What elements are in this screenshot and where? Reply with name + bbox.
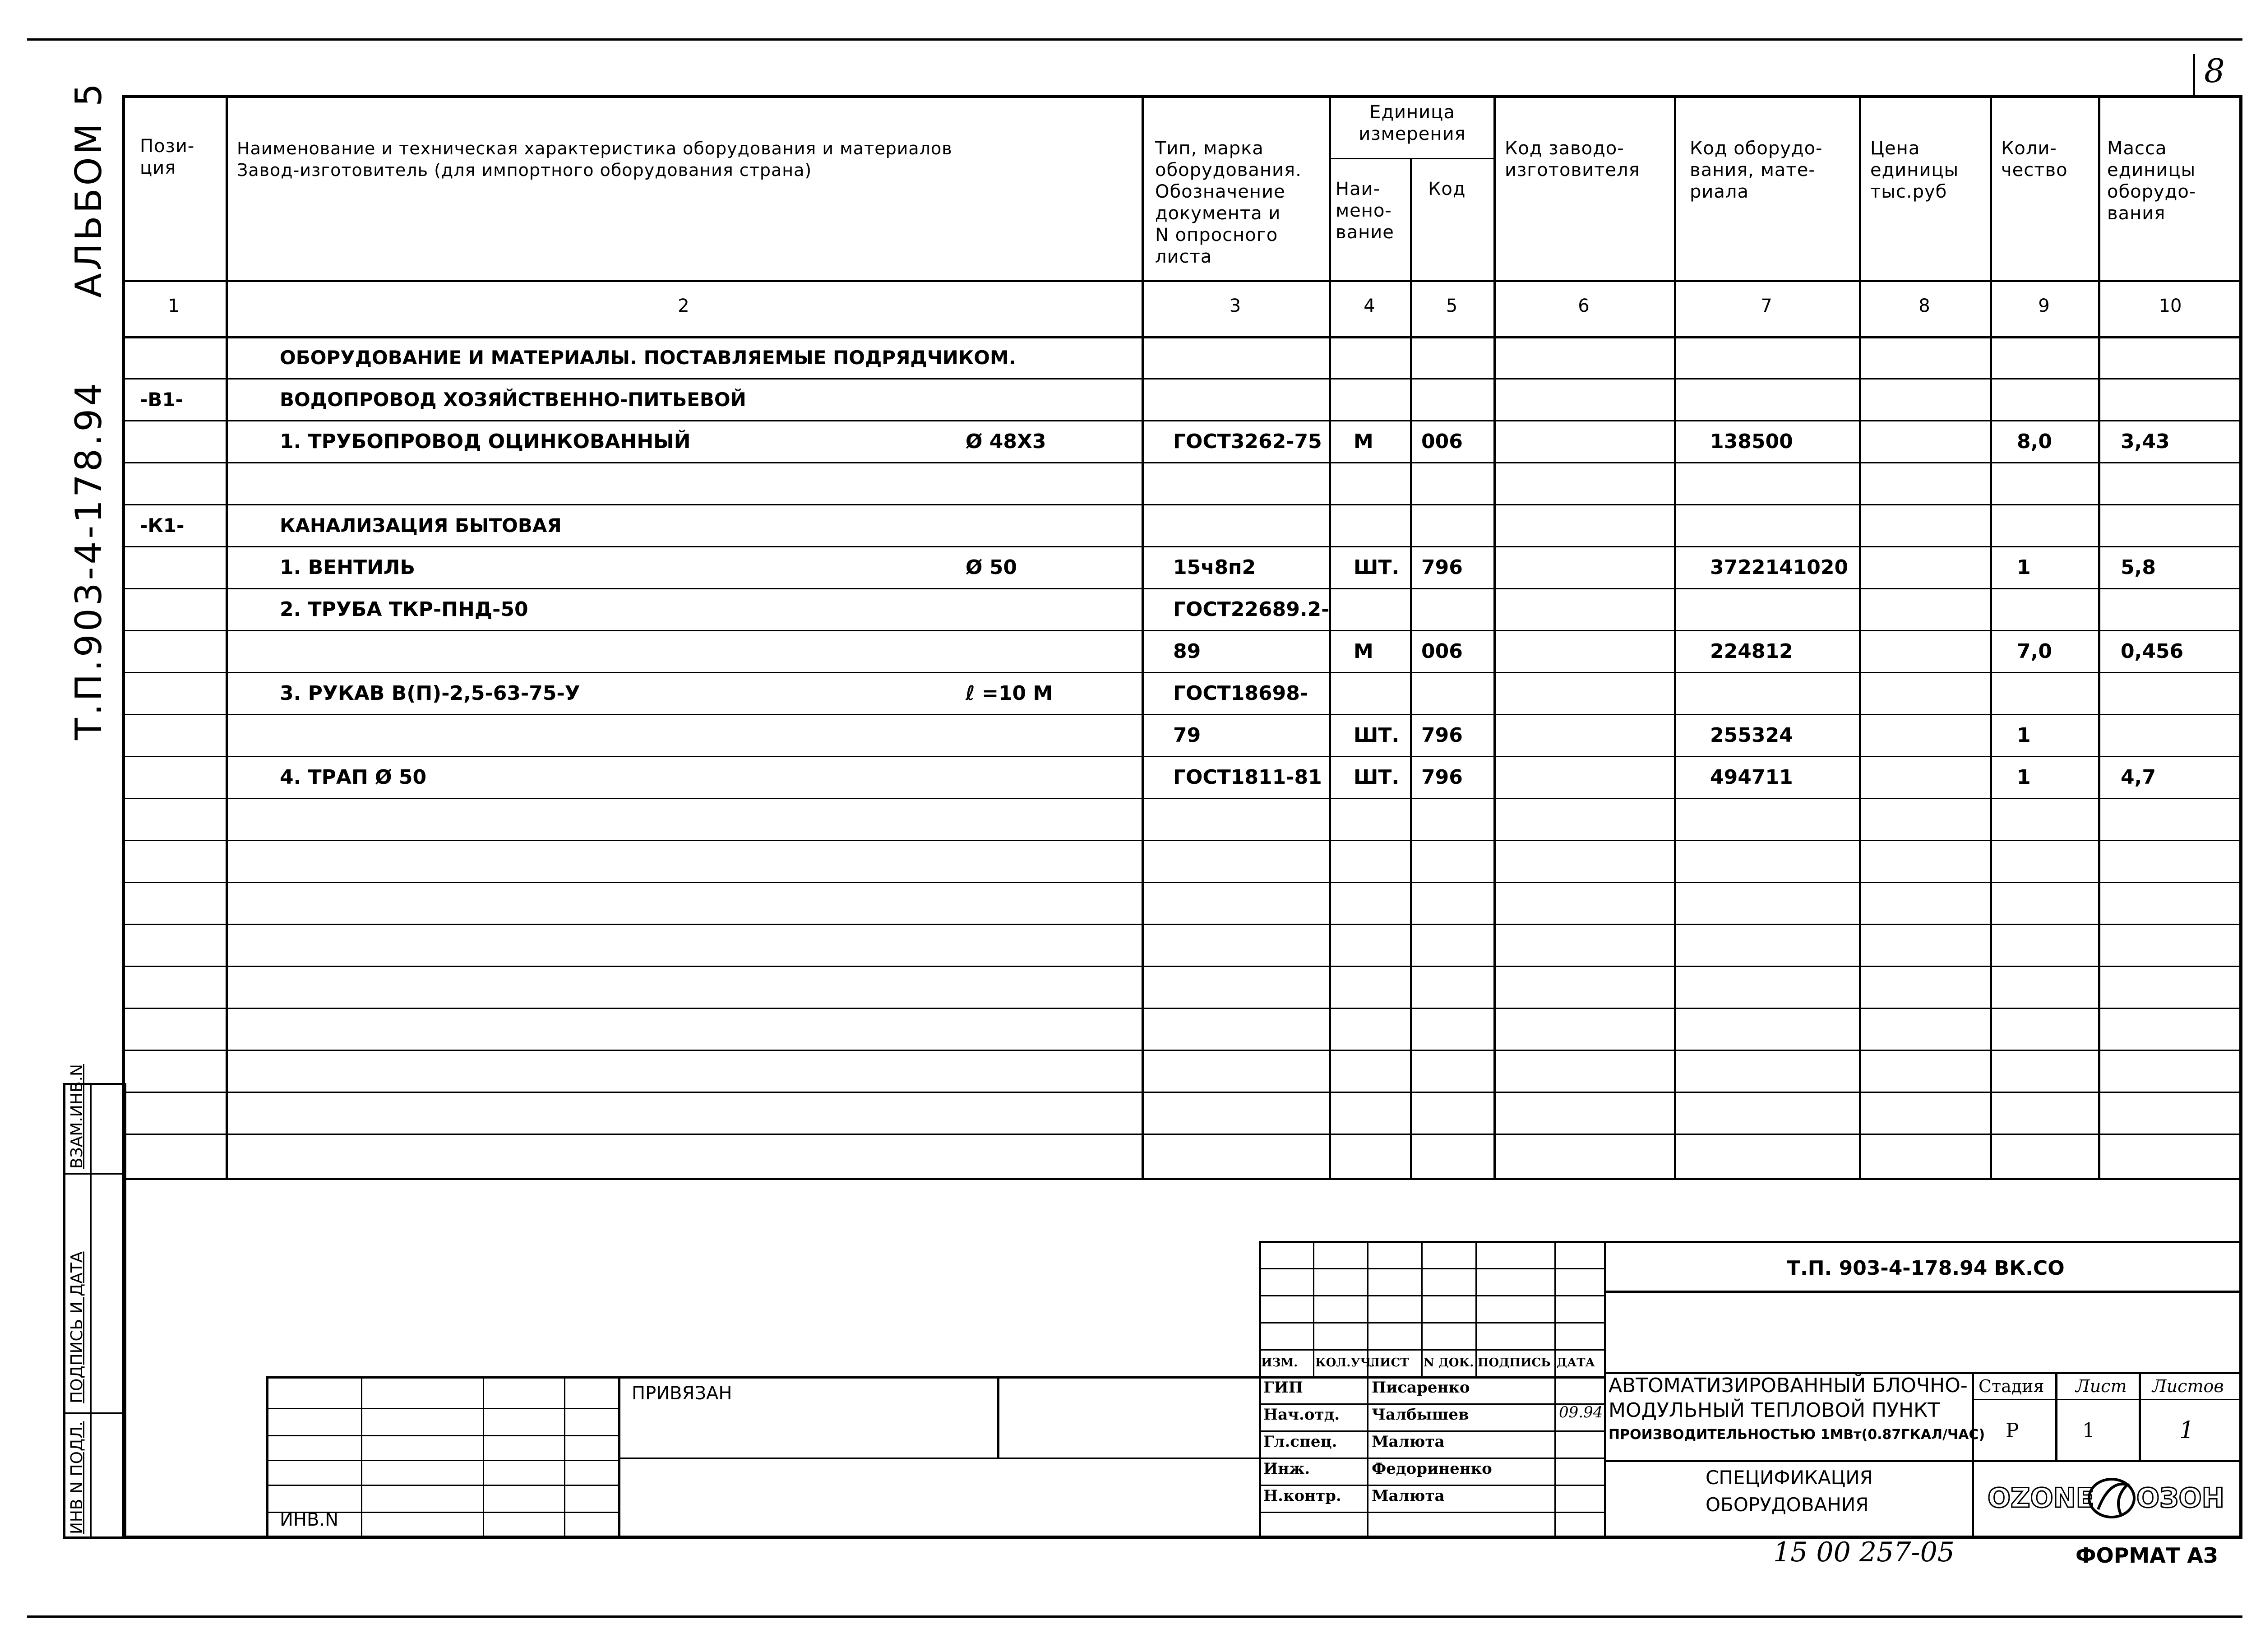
cell-unit: ШТ. xyxy=(1354,766,1400,789)
row-line xyxy=(122,714,2242,715)
sheet-title-line1: СПЕЦИФИКАЦИЯ xyxy=(1706,1467,1873,1489)
cell-type: 89 xyxy=(1173,640,1201,663)
col-line xyxy=(1493,95,1496,1178)
row-line xyxy=(122,756,2242,757)
bound-line xyxy=(266,1460,618,1461)
role-label: ГИП xyxy=(1263,1379,1303,1397)
bound-divider xyxy=(997,1376,999,1458)
rev-row-line xyxy=(1259,1349,1604,1351)
row-line xyxy=(122,840,2242,841)
cell-mass: 3,43 xyxy=(2121,430,2170,453)
row-line xyxy=(122,588,2242,589)
cell-name: 2. ТРУБА ТКР-ПНД-50 xyxy=(280,598,528,621)
row-line xyxy=(122,378,2242,379)
stamp-replace-label: ВЗАМ.ИНВ.N xyxy=(68,1064,86,1169)
rev-header: ИЗМ. xyxy=(1261,1356,1298,1370)
bound-label: ПРИВЯЗАН xyxy=(632,1383,732,1404)
rev-header: N ДОК. xyxy=(1424,1356,1474,1370)
cell-unit: ШТ. xyxy=(1354,556,1400,579)
rev-row-line xyxy=(1259,1268,1604,1269)
object-title-line1: АВТОМАТИЗИРОВАННЫЙ БЛОЧНО- xyxy=(1609,1374,1968,1397)
sign-date: 09.94 xyxy=(1559,1403,1603,1421)
col-number: 7 xyxy=(1761,296,1772,316)
sheets-value: 1 xyxy=(2179,1417,2195,1444)
cell-mass: 4,7 xyxy=(2121,766,2156,789)
row-line xyxy=(122,1134,2242,1135)
format-label: ФОРМАТ АЗ xyxy=(2076,1543,2218,1568)
col-line xyxy=(1142,95,1144,1178)
row-line xyxy=(122,1008,2242,1009)
bound-divider xyxy=(483,1376,484,1539)
role-person: Чалбышев xyxy=(1372,1406,1469,1424)
col-header-quantity: Коли- чество xyxy=(2001,138,2068,180)
role-person: Малюта xyxy=(1372,1487,1445,1505)
cell-unit-code: 006 xyxy=(1421,640,1463,663)
side-stamp-line xyxy=(63,1173,126,1175)
bottom-border-line xyxy=(27,1615,2242,1618)
cell-quantity: 7,0 xyxy=(2017,640,2052,663)
rev-row-line xyxy=(1259,1430,1604,1432)
row-line xyxy=(122,420,2242,421)
cell-unit-code: 796 xyxy=(1421,766,1463,789)
col-number: 9 xyxy=(2038,296,2050,316)
cell-type: 15ч8п2 xyxy=(1173,556,1256,579)
cell-name: 3. РУКАВ В(П)-2,5-63-75-У xyxy=(280,682,580,705)
ozone-logo xyxy=(1983,1471,2236,1525)
sheet-number: 8 xyxy=(2204,52,2225,90)
title-block-divider xyxy=(2139,1372,2141,1460)
rev-header: ДАТА xyxy=(1557,1356,1595,1370)
role-person: Писаренко xyxy=(1372,1379,1470,1397)
cell-mass: 0,456 xyxy=(2121,640,2184,663)
title-block-divider xyxy=(1604,1241,1606,1539)
rev-header: ЛИСТ xyxy=(1369,1356,1409,1370)
rev-row-line xyxy=(1259,1403,1604,1405)
svg-text:ОЗОН: ОЗОН xyxy=(2136,1482,2224,1514)
bound-line xyxy=(266,1408,618,1409)
object-title-line2: МОДУЛЬНЫЙ ТЕПЛОВОЙ ПУНКТ xyxy=(1609,1399,1940,1422)
sheet-number-divider xyxy=(2193,54,2195,97)
rev-col-line xyxy=(1367,1241,1368,1539)
rev-header: КОЛ.УЧ. xyxy=(1315,1356,1375,1370)
col-line xyxy=(1674,95,1676,1178)
cell-spec: Ø 48Х3 xyxy=(966,430,1046,453)
col-number: 10 xyxy=(2159,296,2182,316)
cell-position: -В1- xyxy=(140,389,184,411)
rev-row-line xyxy=(1259,1512,1604,1513)
rev-col-line xyxy=(1421,1241,1423,1376)
role-person: Малюта xyxy=(1372,1433,1445,1451)
cell-spec: Ø 50 xyxy=(966,556,1017,579)
cell-unit-code: 796 xyxy=(1421,556,1463,579)
cell-spec: ℓ =10 М xyxy=(966,682,1053,705)
cell-equip-code: 138500 xyxy=(1710,430,1793,453)
role-label: Н.контр. xyxy=(1263,1487,1341,1505)
stamp-inv-label: ИНВ N ПОДЛ. xyxy=(68,1421,86,1534)
stage-label: Стадия xyxy=(1979,1376,2044,1396)
cell-quantity: 1 xyxy=(2017,766,2031,789)
cell-name: КАНАЛИЗАЦИЯ БЫТОВАЯ xyxy=(280,514,562,537)
bound-inv-label: ИНВ.N xyxy=(280,1509,339,1530)
bound-line xyxy=(618,1458,1261,1459)
cell-quantity: 1 xyxy=(2017,724,2031,747)
col-line xyxy=(2098,95,2100,1178)
rev-col-line xyxy=(1554,1241,1556,1539)
row-line xyxy=(122,630,2242,631)
cell-name: 1. ВЕНТИЛЬ xyxy=(280,556,415,579)
cell-mass: 5,8 xyxy=(2121,556,2156,579)
col-line xyxy=(1859,95,1861,1178)
col-line xyxy=(226,95,228,1178)
cell-unit-code: 006 xyxy=(1421,430,1463,453)
numbers-bottom-line xyxy=(122,336,2242,338)
role-label: Гл.спец. xyxy=(1263,1433,1337,1451)
sheets-label: Листов xyxy=(2152,1376,2224,1396)
cell-name: 1. ТРУБОПРОВОД ОЦИНКОВАННЫЙ xyxy=(280,430,691,453)
col-number: 3 xyxy=(1229,296,1241,316)
rev-row-line xyxy=(1259,1322,1604,1323)
bound-divider xyxy=(361,1376,362,1539)
cell-equip-code: 224812 xyxy=(1710,640,1793,663)
col-header-equip-code: Код оборудо- вания, мате- риала xyxy=(1690,138,1823,202)
col-header-unit-code: Код xyxy=(1428,179,1466,199)
col-number: 5 xyxy=(1446,296,1458,316)
row-line xyxy=(122,798,2242,799)
col-header-type: Тип, марка оборудования. Обозначение документа и N опросного листа xyxy=(1155,138,1302,267)
row-line xyxy=(122,924,2242,925)
col-header-mfr-code: Код заводо- изготовителя xyxy=(1505,138,1640,180)
col-line xyxy=(1990,95,1992,1178)
row-line xyxy=(122,462,2242,463)
col-header-unit-group: Единица измерения xyxy=(1359,102,1466,144)
side-stamp-line xyxy=(63,1412,126,1414)
cell-type: ГОСТ22689.2- xyxy=(1173,598,1330,621)
title-block-line xyxy=(1604,1291,2242,1293)
bound-divider xyxy=(564,1376,565,1539)
handwritten-number: 15 00 257-05 xyxy=(1773,1536,1955,1568)
cell-unit: ШТ. xyxy=(1354,724,1400,747)
cell-type: ГОСТ1811-81 xyxy=(1173,766,1322,789)
title-block-line xyxy=(1972,1399,2242,1400)
row-line xyxy=(122,882,2242,883)
col-header-price: Цена единицы тыс.руб xyxy=(1870,138,1959,202)
rev-col-line xyxy=(1313,1241,1314,1376)
row-line xyxy=(122,1050,2242,1051)
role-person: Федориненко xyxy=(1372,1460,1492,1478)
cell-type: 79 xyxy=(1173,724,1201,747)
rev-col-line xyxy=(1475,1241,1477,1376)
role-label: Инж. xyxy=(1263,1460,1310,1478)
title-block-line xyxy=(1604,1460,2242,1462)
side-stamp-divider xyxy=(90,1083,92,1539)
album-label: АЛЬБОМ 5 xyxy=(68,81,110,298)
cell-equip-code: 255324 xyxy=(1710,724,1793,747)
col-number: 4 xyxy=(1364,296,1375,316)
cell-equip-code: 3722141020 xyxy=(1710,556,1849,579)
cell-unit-code: 796 xyxy=(1421,724,1463,747)
row-line xyxy=(122,672,2242,673)
table-bottom-line xyxy=(122,1178,2242,1180)
cell-type: ГОСТ3262-75 xyxy=(1173,430,1322,453)
stage-value: Р xyxy=(2006,1419,2019,1442)
sheet-label: Лист xyxy=(2076,1376,2127,1396)
header-bottom-line xyxy=(122,280,2242,282)
cell-name: ОБОРУДОВАНИЕ И МАТЕРИАЛЫ. ПОСТАВЛЯЕМЫЕ ПОДРЯДЧИКОМ. xyxy=(280,347,1016,369)
col-header-unit-name: Наи- мено- вание xyxy=(1336,179,1394,243)
col-number: 1 xyxy=(168,296,180,316)
col-number: 8 xyxy=(1919,296,1930,316)
rev-row-line xyxy=(1259,1485,1604,1486)
sheet-title-line2: ОБОРУДОВАНИЯ xyxy=(1706,1494,1869,1516)
col-header-mass: Масса единицы оборудо- вания xyxy=(2107,138,2196,224)
top-border-line xyxy=(27,38,2242,41)
stamp-sign-label: ПОДПИСЬ И ДАТА xyxy=(68,1251,86,1403)
rev-row-line xyxy=(1259,1295,1604,1296)
col-number: 6 xyxy=(1578,296,1590,316)
rev-row-line xyxy=(1259,1458,1604,1459)
cell-position: -К1- xyxy=(140,514,185,537)
col-line xyxy=(1329,95,1331,1178)
title-block-divider xyxy=(1972,1372,1974,1539)
rev-header: ПОДПИСЬ xyxy=(1478,1356,1551,1370)
cell-unit: М xyxy=(1354,430,1373,453)
cell-name: ВОДОПРОВОД ХОЗЯЙСТВЕННО-ПИТЬЕВОЙ xyxy=(280,389,746,411)
cell-quantity: 1 xyxy=(2017,556,2031,579)
bound-line xyxy=(266,1485,618,1486)
col-header-position: Пози- ция xyxy=(140,136,195,178)
col-header-name: Наименование и техническая характеристика оборудования и материалов Завод-изготовитель (для импортного оборудования страна) xyxy=(237,139,952,180)
row-line xyxy=(122,966,2242,967)
svg-text:OZONE: OZONE xyxy=(1988,1482,2094,1514)
object-title-line3: ПРОИЗВОДИТЕЛЬНОСТЬЮ 1МВт(0.87ГКАЛ/ЧАС) xyxy=(1609,1427,1985,1443)
cell-equip-code: 494711 xyxy=(1710,766,1793,789)
sheet-value: 1 xyxy=(2082,1419,2095,1442)
col-number: 2 xyxy=(678,296,689,316)
cell-name: 4. ТРАП Ø 50 xyxy=(280,766,427,789)
row-line xyxy=(122,504,2242,505)
cell-unit: М xyxy=(1354,640,1373,663)
cell-quantity: 8,0 xyxy=(2017,430,2052,453)
cell-type: ГОСТ18698- xyxy=(1173,682,1308,705)
row-line xyxy=(122,546,2242,547)
designation: Т.П. 903-4-178.94 ВК.СО xyxy=(1787,1257,2065,1280)
title-block-divider xyxy=(2055,1372,2057,1460)
role-label: Нач.отд. xyxy=(1263,1406,1340,1424)
project-side-code: Т.П.903-4-178.94 xyxy=(68,380,110,740)
bound-line xyxy=(266,1435,618,1436)
row-line xyxy=(122,1092,2242,1093)
